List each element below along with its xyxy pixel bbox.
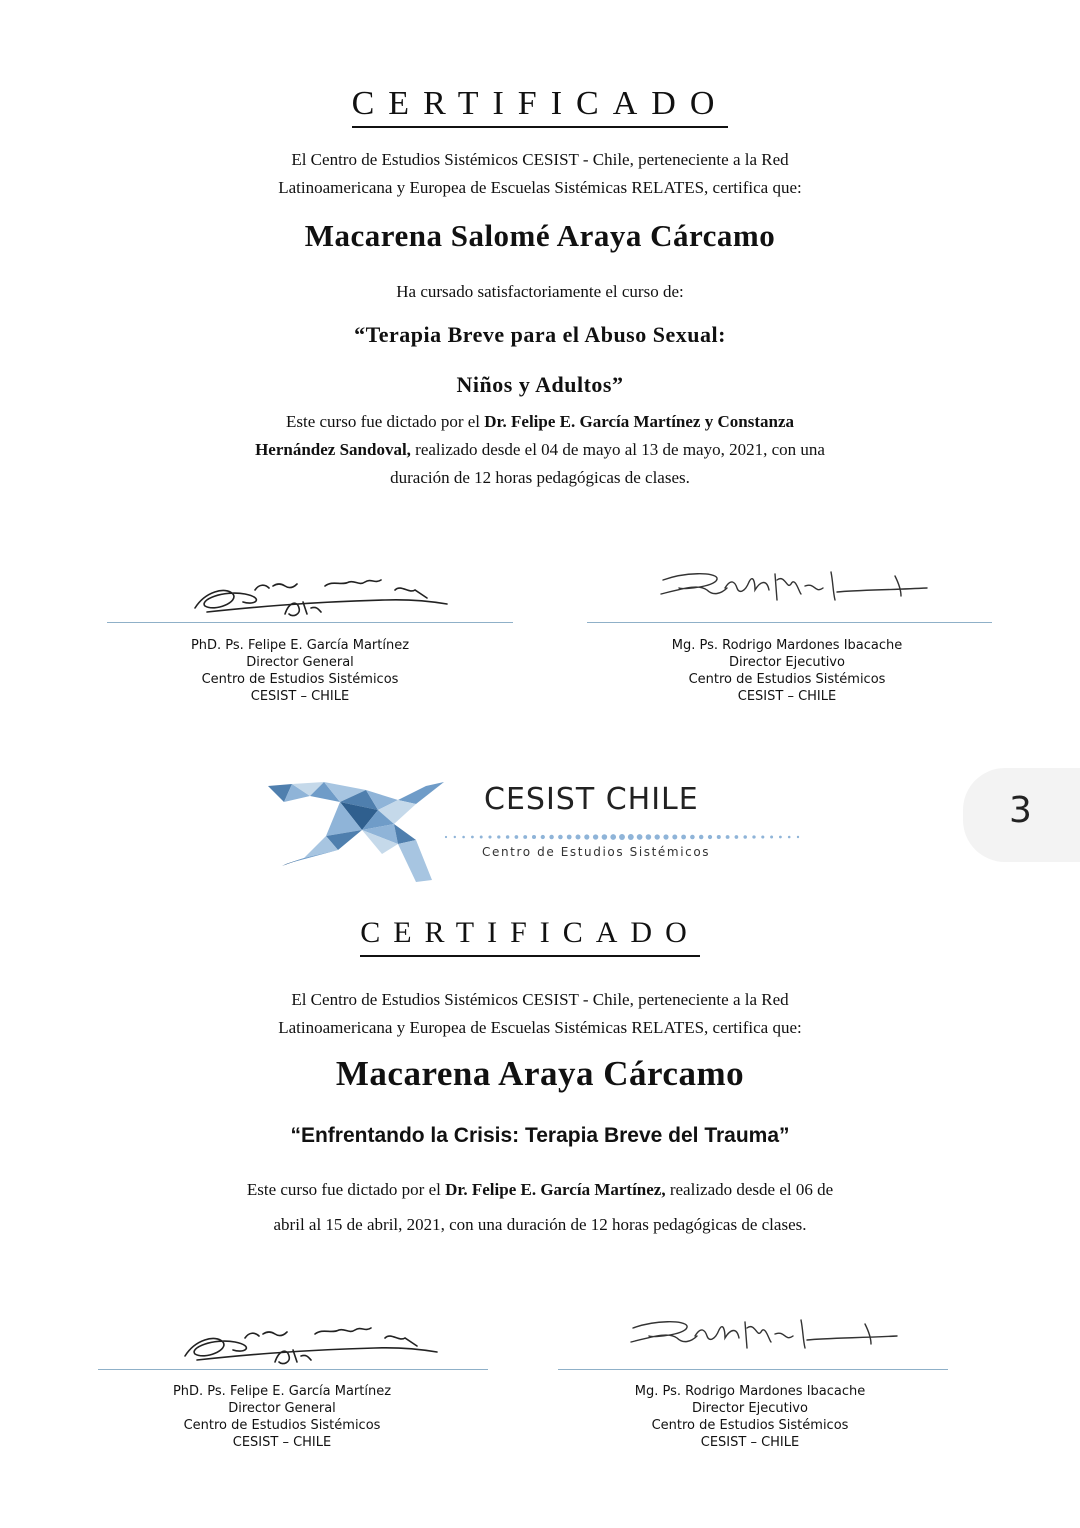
logo-dot xyxy=(549,835,553,839)
signatory-right-2 xyxy=(570,1383,930,1451)
logo-dot xyxy=(628,834,634,840)
logo-dot xyxy=(637,834,643,840)
logo-dot xyxy=(788,836,791,839)
logo-dot xyxy=(523,835,527,839)
page-number: 3 xyxy=(1009,790,1032,831)
logo-dot xyxy=(699,835,703,839)
logo-dot xyxy=(488,835,491,838)
certificate-2-recipient: Macarena Araya Cárcamo xyxy=(335,1054,745,1093)
logo-dot xyxy=(602,834,608,840)
signatory-place: CESIST – CHILE xyxy=(250,689,350,704)
signatory-role: Director General xyxy=(246,655,354,670)
certificate-2-title: CERTIFICADO xyxy=(360,913,700,957)
certificate-1-course-line1: “Terapia Breve para el Abuso Sexual: xyxy=(354,322,726,347)
certificate-1-course-line2: Niños y Adultos” xyxy=(456,372,624,397)
logo-dot xyxy=(655,834,660,839)
certificate-1-completed-text: Ha cursado satisfactoriamente el curso de: xyxy=(396,282,684,301)
certificate-1-intro xyxy=(0,146,1080,202)
body-bold-segment: Dr. Felipe E. García Martínez y Constanza xyxy=(484,412,794,431)
body-text-segment: Este curso fue dictado por el xyxy=(246,1180,446,1199)
logo-dot xyxy=(743,835,747,839)
certificate-1-body-line2 xyxy=(0,436,1080,464)
logo-dot xyxy=(610,834,616,840)
signatory-place: CESIST – CHILE xyxy=(232,1435,332,1450)
logo-dot xyxy=(480,836,483,839)
signatory-role: Director General xyxy=(228,1401,336,1416)
logo-dot xyxy=(726,835,730,839)
signatory-role: Director Ejecutivo xyxy=(692,1401,808,1416)
logo-dot xyxy=(462,836,465,839)
logo-dot xyxy=(567,835,572,840)
logo-dot xyxy=(454,836,456,838)
body-text-segment: Este curso fue dictado por el xyxy=(285,412,485,431)
logo-dot xyxy=(619,834,625,840)
logo-dot xyxy=(576,835,581,840)
logo-dot xyxy=(506,835,510,839)
logo-dot xyxy=(681,835,686,840)
logo-dotted-divider xyxy=(444,828,806,836)
logo-dot xyxy=(797,836,799,838)
certificate-2-course: “Enfrentando la Crisis: Terapia Breve del Trauma” xyxy=(290,1124,790,1147)
signature-line-left-1 xyxy=(107,622,513,623)
certificate-2-title-wrap xyxy=(332,913,728,957)
signature-mardones-1 xyxy=(655,566,935,608)
logo-dot xyxy=(584,834,589,839)
logo-dot xyxy=(558,835,563,840)
logo-dot xyxy=(532,835,536,839)
signatory-place: CESIST – CHILE xyxy=(700,1435,800,1450)
logo-dot xyxy=(761,835,764,838)
signatory-name: Mg. Ps. Rodrigo Mardones Ibacache xyxy=(634,1384,866,1399)
signatory-place: CESIST – CHILE xyxy=(737,689,837,704)
logo-dot xyxy=(690,835,695,840)
signature-mardones-2 xyxy=(625,1314,905,1356)
certificate-2-intro-line1: El Centro de Estudios Sistémicos CESIST - Chile, perteneciente a la Red xyxy=(291,990,789,1009)
signatory-right-1 xyxy=(607,637,967,705)
signature-line-right-2 xyxy=(558,1369,948,1370)
signatory-org: Centro de Estudios Sistémicos xyxy=(183,1418,381,1433)
cesist-logo-icon xyxy=(266,780,446,886)
certificate-2-body-line2: abril al 15 de abril, 2021, con una duración de 12 horas pedagógicas de clases. xyxy=(273,1215,807,1234)
certificate-1-body-line3: duración de 12 horas pedagógicas de clases. xyxy=(390,468,690,487)
logo-dot xyxy=(646,834,652,840)
signatory-name: PhD. Ps. Felipe E. García Martínez xyxy=(172,1384,392,1399)
logo-dot xyxy=(779,836,782,839)
logo-subtitle: Centro de Estudios Sistémicos xyxy=(482,845,711,859)
body-text-segment: realizado desde el 04 de mayo al 13 de mayo, 2021, con una xyxy=(410,440,825,459)
logo-dot xyxy=(735,835,739,839)
signature-line-right-1 xyxy=(587,622,992,623)
logo-dot xyxy=(497,835,500,838)
logo-dot xyxy=(708,835,712,839)
logo-dot xyxy=(515,835,519,839)
certificate-1-recipient: Macarena Salomé Araya Cárcamo xyxy=(304,218,776,253)
signatory-org: Centro de Estudios Sistémicos xyxy=(201,672,399,687)
certificate-1-intro-line1: El Centro de Estudios Sistémicos CESIST - Chile, perteneciente a la Red xyxy=(291,150,789,169)
signature-garcia-1 xyxy=(185,572,455,624)
signatory-org: Centro de Estudios Sistémicos xyxy=(651,1418,849,1433)
logo-dot xyxy=(770,836,773,839)
signature-line-left-2 xyxy=(98,1369,488,1370)
signature-garcia-2 xyxy=(175,1320,445,1372)
signatory-name: Mg. Ps. Rodrigo Mardones Ibacache xyxy=(671,638,903,653)
signatory-role: Director Ejecutivo xyxy=(729,655,845,670)
logo-dot xyxy=(752,835,755,838)
certificate-1-body-line1 xyxy=(0,408,1080,436)
logo-dot xyxy=(593,834,598,839)
logo-dot xyxy=(663,834,668,839)
logo-dot xyxy=(471,836,474,839)
certificate-2-intro xyxy=(0,986,1080,1042)
logo-dot xyxy=(672,835,677,840)
certificate-2-body-line1 xyxy=(0,1172,1080,1207)
certificate-2-intro-line2: Latinoamericana y Europea de Escuelas Sistémicas RELATES, certifica que: xyxy=(278,1018,802,1037)
certificate-1-title-wrap xyxy=(0,84,1080,128)
logo-dot xyxy=(541,835,545,839)
page-number-badge xyxy=(963,768,1080,862)
body-bold-segment: Hernández Sandoval, xyxy=(255,440,411,459)
logo-name: CESIST CHILE xyxy=(484,782,699,817)
certificate-1-intro-line2: Latinoamericana y Europea de Escuelas Sistémicas RELATES, certifica que: xyxy=(278,178,802,197)
body-text-segment: realizado desde el 06 de xyxy=(665,1180,834,1199)
signatory-org: Centro de Estudios Sistémicos xyxy=(688,672,886,687)
body-bold-segment: Dr. Felipe E. García Martínez, xyxy=(445,1180,666,1199)
signatory-left-2 xyxy=(102,1383,462,1451)
certificate-2-body xyxy=(0,1172,1080,1242)
certificate-1-body xyxy=(0,408,1080,492)
signatory-name: PhD. Ps. Felipe E. García Martínez xyxy=(190,638,410,653)
logo-dot xyxy=(445,836,447,838)
certificate-1-title: CERTIFICADO xyxy=(352,84,729,128)
signatory-left-1 xyxy=(120,637,480,705)
logo-dot xyxy=(717,835,721,839)
